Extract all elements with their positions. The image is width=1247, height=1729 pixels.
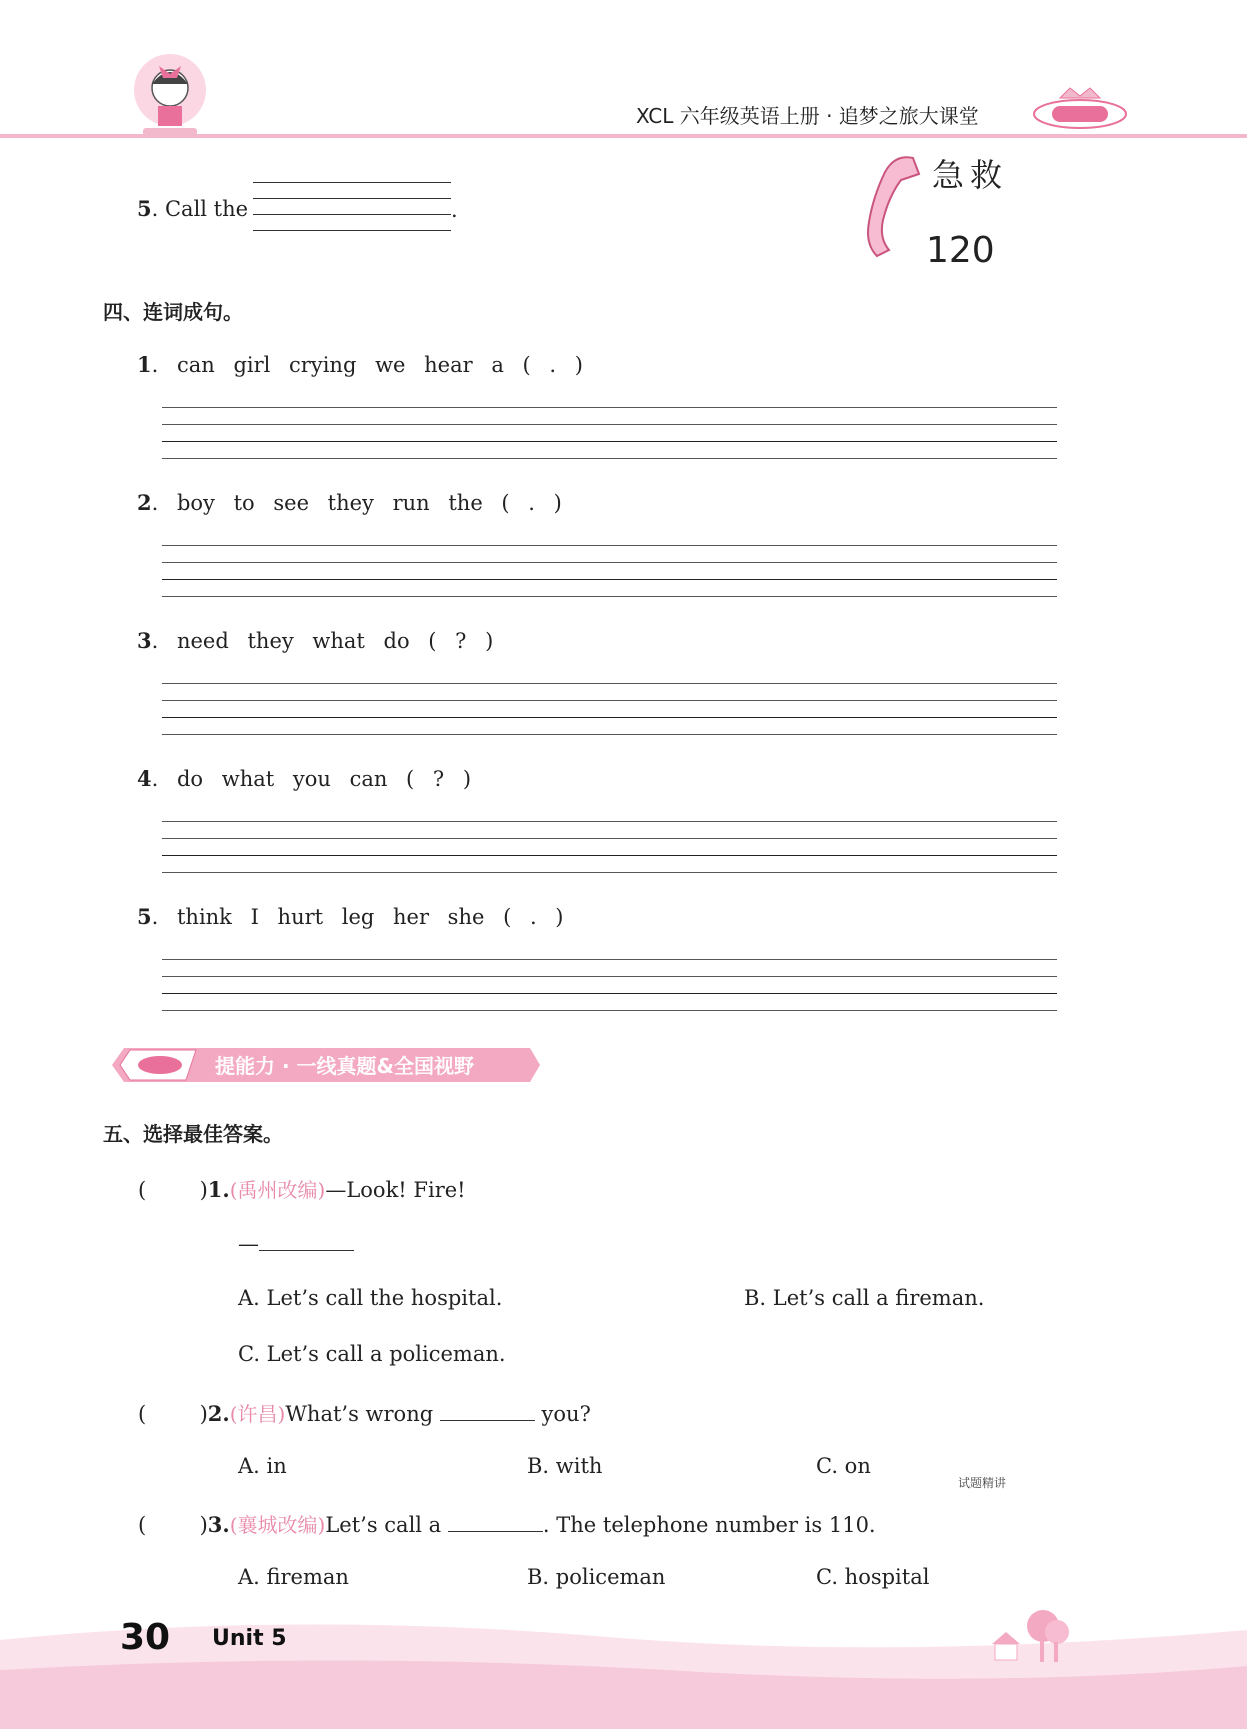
question-number: 5: [137, 904, 152, 929]
answer-line[interactable]: [238, 1232, 354, 1256]
answer-lines[interactable]: [162, 545, 1057, 613]
answer-parens[interactable]: ( ): [138, 1513, 208, 1537]
answer-lines[interactable]: [162, 683, 1057, 751]
answer-parens[interactable]: ( ): [138, 1402, 208, 1426]
banner-text: 提能力 · 一线真题&全国视野: [215, 1054, 474, 1078]
answer-lines[interactable]: [253, 182, 451, 234]
option-c[interactable]: C. Let’s call a policeman.: [238, 1342, 506, 1366]
word-list: . do what you can ( ? ): [151, 767, 472, 791]
word-list: . boy to see they run the ( . ): [151, 491, 562, 515]
page-number: 30: [120, 1617, 171, 1658]
question-text: Let’s call a: [325, 1513, 442, 1537]
source-tag: (许昌): [229, 1402, 286, 1426]
word-list: . can girl crying we hear a ( . ): [151, 353, 583, 377]
answer-lines[interactable]: [162, 821, 1057, 889]
option-c[interactable]: C. on: [816, 1454, 871, 1478]
question-row: [137, 628, 493, 653]
footer-wave-decoration: [0, 1600, 1247, 1729]
option-a[interactable]: A. Let’s call the hospital.: [238, 1286, 503, 1310]
option-b[interactable]: B. with: [527, 1454, 603, 1478]
emergency-number: 120: [926, 230, 995, 271]
mc-question-1: [138, 1174, 466, 1203]
telephone-handset-icon: [855, 152, 925, 262]
question-row: [137, 904, 564, 929]
prev-question-5: [137, 196, 248, 221]
source-tag: (襄城改编): [229, 1513, 326, 1537]
question-row: [137, 352, 583, 377]
answer-blank[interactable]: [259, 1232, 354, 1251]
brand-crown-logo-icon: [1030, 84, 1130, 132]
answer-lines[interactable]: [162, 407, 1057, 475]
mascot-logo-icon: [125, 48, 215, 138]
option-c[interactable]: C. hospital: [816, 1565, 930, 1589]
option-a[interactable]: A. fireman: [238, 1565, 349, 1589]
question-row: [137, 490, 562, 515]
explanation-note[interactable]: 试题精讲: [958, 1476, 1007, 1490]
header-title: XCL 六年级英语上册 · 追梦之旅大课堂: [636, 104, 979, 128]
unit-label: Unit 5: [212, 1626, 287, 1651]
question-row: [137, 766, 471, 791]
mc-question-2: [138, 1398, 591, 1427]
word-list: . need they what do ( ? ): [151, 629, 494, 653]
option-b[interactable]: B. Let’s call a fireman.: [744, 1286, 985, 1310]
question-text-end: you?: [541, 1402, 591, 1426]
word-list: . think I hurt leg her she ( . ): [151, 905, 564, 929]
question-number: 1: [137, 352, 152, 377]
emergency-label: 急救: [932, 156, 1009, 194]
answer-blank[interactable]: [440, 1402, 535, 1421]
question-text-end: . The telephone number is 110.: [542, 1513, 876, 1537]
question-number: 3: [137, 628, 152, 653]
question-number: 2.: [207, 1401, 230, 1426]
question-text: —Look! Fire!: [325, 1178, 466, 1202]
question-number: 5: [137, 196, 152, 221]
answer-lines[interactable]: [162, 959, 1057, 1027]
option-b[interactable]: B. policeman: [527, 1565, 666, 1589]
option-a[interactable]: A. in: [238, 1454, 287, 1478]
dash: —: [238, 1232, 259, 1256]
answer-parens[interactable]: ( ): [138, 1178, 208, 1202]
question-number: 4: [137, 766, 152, 791]
answer-blank[interactable]: [448, 1513, 543, 1532]
section-title: 五、选择最佳答案。: [103, 1122, 283, 1146]
mc-question-3: [138, 1509, 876, 1538]
question-text: . Call the: [151, 197, 249, 221]
question-number: 2: [137, 490, 152, 515]
source-tag: (禹州改编): [229, 1178, 326, 1202]
period-mark: .: [451, 198, 458, 222]
section-title: 四、连词成句。: [103, 300, 243, 324]
question-number: 1.: [207, 1177, 230, 1202]
question-text: What’s wrong: [285, 1402, 434, 1426]
question-number: 3.: [207, 1512, 230, 1537]
